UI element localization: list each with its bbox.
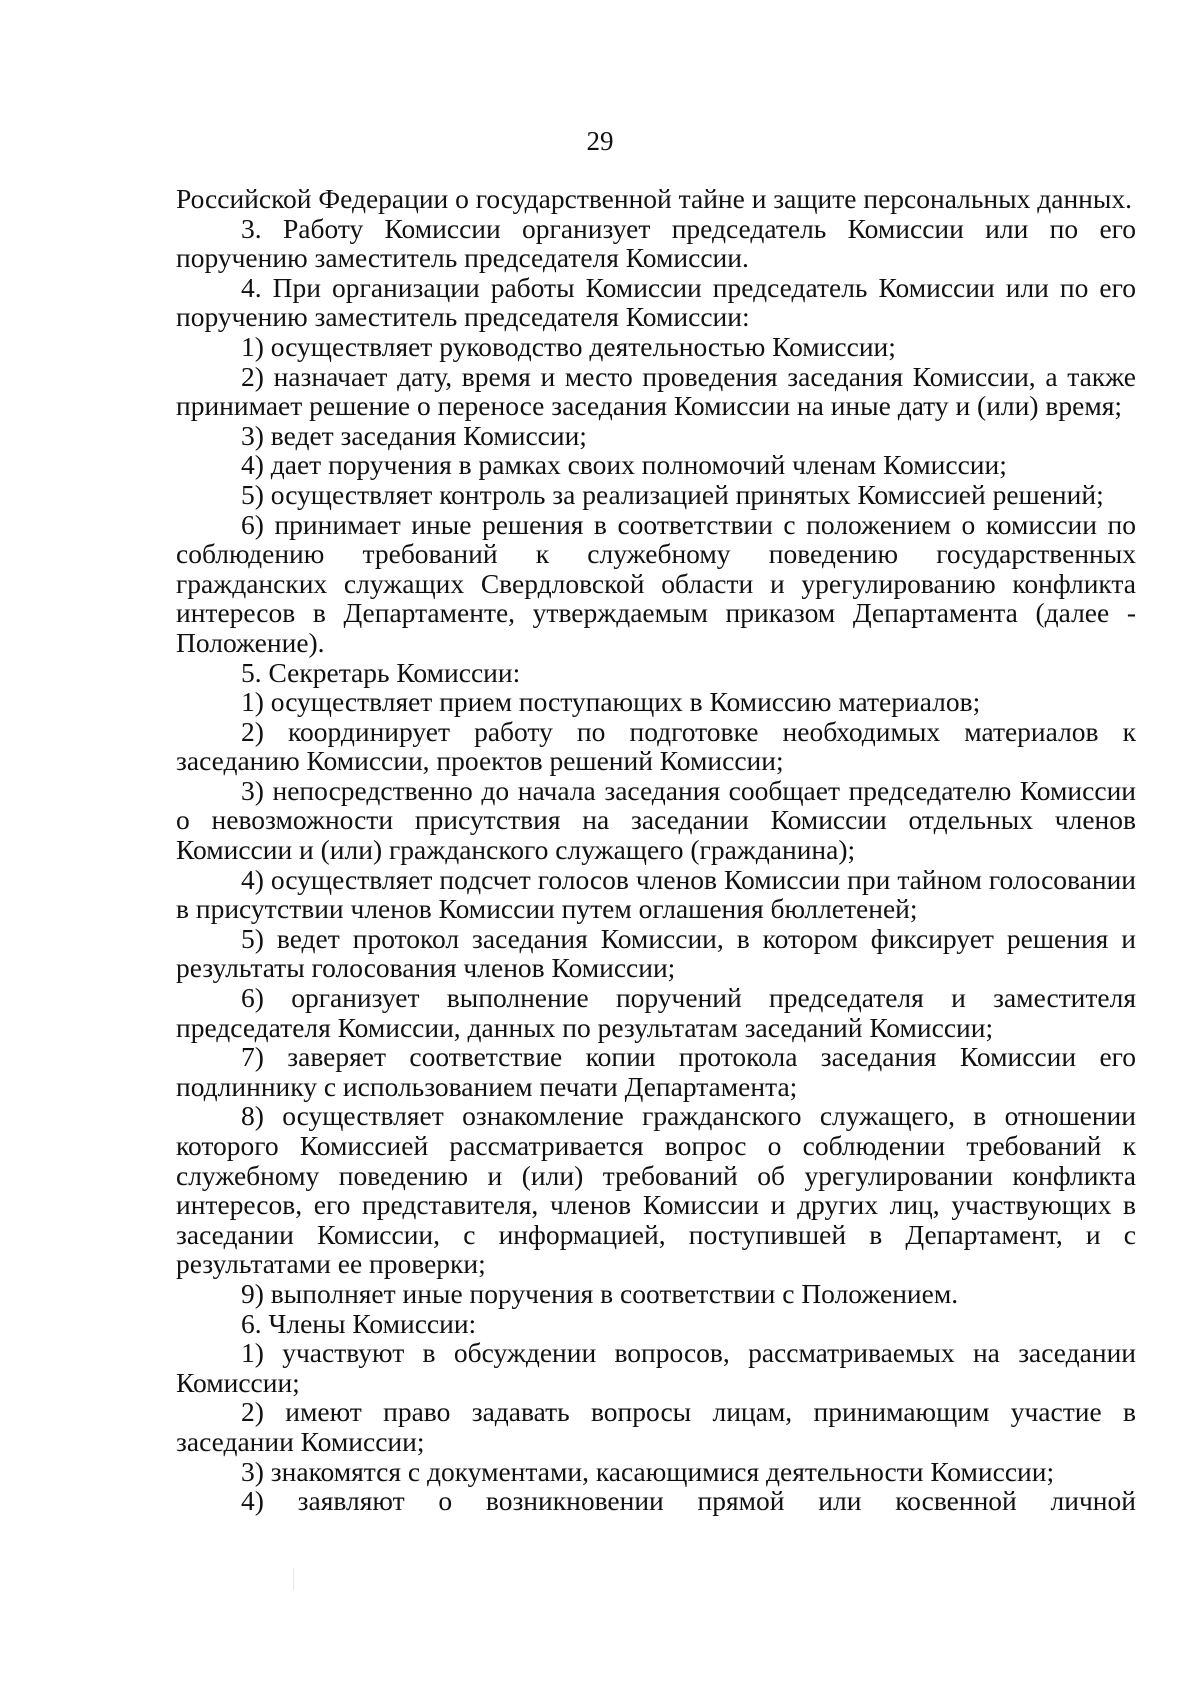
list-item-5-2: 2) координирует работу по подготовке необходимых материалов к заседанию Комиссии, проектов решений Комиссии; bbox=[176, 715, 1136, 777]
list-item-4-1: 1) осуществляет руководство деятельностью Комиссии; bbox=[241, 330, 896, 362]
list-item-5-5: 5) ведет протокол заседания Комиссии, в котором фиксирует решения и результаты голосования членов Комиссии; bbox=[176, 922, 1136, 984]
scan-artifact-line bbox=[293, 1568, 294, 1590]
list-item-4-4: 4) дает поручения в рамках своих полномочий членам Комиссии; bbox=[241, 449, 1007, 481]
list-item-6-1: 1) участвуют в обсуждении вопросов, рассматриваемых на заседании Комиссии; bbox=[176, 1337, 1136, 1398]
list-item-5-7: 7) заверяет соответствие копии протокола заседания Комиссии его подлиннику с использованием печати Департамента; bbox=[176, 1041, 1136, 1102]
list-item-4-5: 5) осуществляет контроль за реализацией принятых Комиссией решений; bbox=[241, 478, 1104, 510]
paragraph-item-6: 6. Члены Комиссии: bbox=[241, 1307, 477, 1339]
list-item-5-8: 8) осуществляет ознакомление гражданского служащего, в отношении которого Комиссией рассматривается вопрос о соблюдении требований к служебному поведению и (или) требований об урегулировании конфликта интересов, его представителя, членов Комиссии и других лиц, участвующих в заседании Комиссии, с информацией, поступившей в Департамент, и с результатами ее проверки; bbox=[176, 1100, 1136, 1280]
paragraph-item-4: 4. При организации работы Комиссии председатель Комиссии или по его поручению заместитель председателя Комиссии: bbox=[176, 271, 1136, 333]
paragraph-item-5: 5. Секретарь Комиссии: bbox=[241, 656, 521, 688]
list-item-4-3: 3) ведет заседания Комиссии; bbox=[241, 419, 587, 451]
list-item-4-6: 6) принимает иные решения в соответствии с положением о комиссии по соблюдению требований к служебному поведению государственных гражданских служащих Свердловской области и урегулированию конфликта интересов в Департаменте, утверждаемым приказом Департамента (далее - Положение). bbox=[176, 508, 1136, 658]
list-item-5-1: 1) осуществляет прием поступающих в Комиссию материалов; bbox=[241, 686, 981, 718]
paragraph-item-3: 3. Работу Комиссии организует председатель Комиссии или по его поручению заместитель председателя Комиссии. bbox=[176, 212, 1136, 274]
list-item-5-3: 3) непосредственно до начала заседания сообщает председателю Комиссии о невозможности присутствия на заседании Комиссии отдельных членов Комиссии и (или) гражданского служащего (гражданина); bbox=[176, 774, 1136, 866]
paragraph-continuation: Российской Федерации о государственной тайне и защите персональных данных. bbox=[176, 183, 1132, 214]
list-item-5-4: 4) осуществляет подсчет голосов членов Комиссии при тайном голосовании в присутствии членов Комиссии путем оглашения бюллетеней; bbox=[176, 863, 1136, 925]
page-number: 29 bbox=[586, 126, 614, 156]
list-item-5-9: 9) выполняет иные поручения в соответствии с Положением. bbox=[241, 1277, 959, 1309]
document-body bbox=[176, 184, 1136, 1516]
list-item-4-2: 2) назначает дату, время и место проведения заседания Комиссии, а также принимает решение о переносе заседания Комиссии на иные дату и (или) время; bbox=[176, 360, 1136, 422]
list-item-6-3: 3) знакомятся с документами, касающимися деятельности Комиссии; bbox=[241, 1455, 1055, 1487]
list-item-6-4: 4) заявляют о возникновении прямой или косвенной личной bbox=[241, 1485, 1136, 1517]
list-item-6-2: 2) имеют право задавать вопросы лицам, принимающим участие в заседании Комиссии; bbox=[176, 1396, 1136, 1457]
list-item-5-6: 6) организует выполнение поручений председателя и заместителя председателя Комиссии, данных по результатам заседаний Комиссии; bbox=[176, 982, 1136, 1043]
